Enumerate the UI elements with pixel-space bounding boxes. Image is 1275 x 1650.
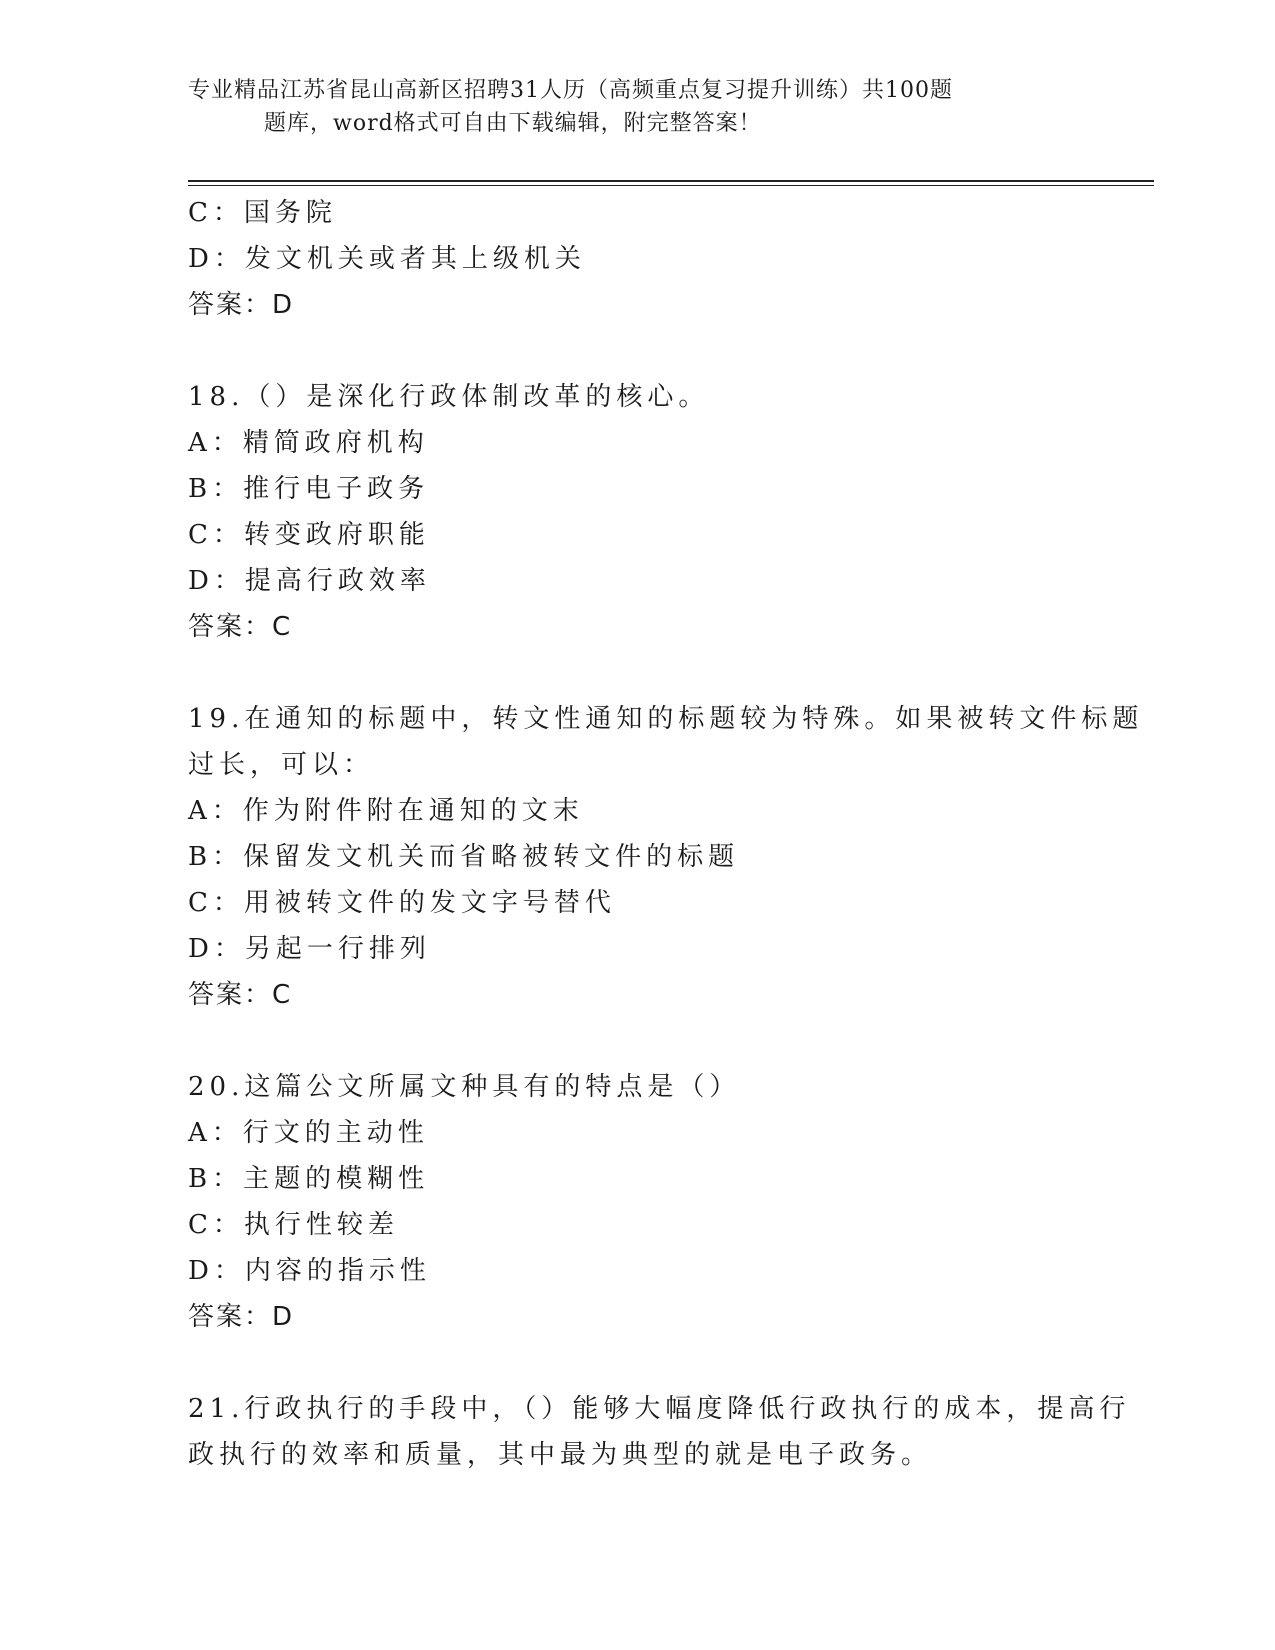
answer-line: 答案：C — [188, 980, 293, 1010]
option-c: C：执行性较差 — [188, 1210, 399, 1240]
question-18 — [188, 374, 1088, 650]
question-19 — [188, 696, 1144, 1018]
question-stem: 20.这篇公文所属文种具有的特点是（） — [188, 1072, 741, 1102]
header-title-line2: 题库，word格式可自由下载编辑，附完整答案！ — [264, 111, 762, 136]
header-divider-thin — [188, 185, 1154, 186]
question-20 — [188, 1064, 1088, 1340]
header-divider-thick — [188, 180, 1154, 182]
option-a: A：行文的主动性 — [188, 1118, 429, 1148]
answer-line: 答案：D — [188, 290, 295, 320]
document-header — [188, 74, 1088, 140]
option-a: A：精简政府机构 — [188, 428, 429, 458]
question-stem-line2: 过长，可以： — [188, 750, 375, 780]
header-title-line1: 专业精品江苏省昆山高新区招聘31人历（高频重点复习提升训练）共100题 — [188, 78, 953, 103]
option-a: A：作为附件附在通知的文末 — [188, 796, 584, 826]
option-d: D：发文机关或者其上级机关 — [188, 244, 586, 274]
question-stem-line2: 政执行的效率和质量，其中最为典型的就是电子政务。 — [188, 1440, 933, 1470]
option-c: C：用被转文件的发文字号替代 — [188, 888, 616, 918]
option-d: D：另起一行排列 — [188, 934, 431, 964]
question-stem-line1: 19.在通知的标题中，转文性通知的标题较为特殊。如果被转文件标题 — [188, 704, 1144, 734]
question-17-tail — [188, 190, 1088, 328]
option-b: B：推行电子政务 — [188, 474, 430, 504]
question-list — [188, 190, 1144, 1478]
answer-line: 答案：C — [188, 612, 293, 642]
option-b: B：主题的模糊性 — [188, 1164, 430, 1194]
question-stem-line1: 21.行政执行的手段中，（）能够大幅度降低行政执行的成本，提高行 — [188, 1394, 1131, 1424]
question-21 — [188, 1386, 1131, 1478]
question-stem: 18.（）是深化行政体制改革的核心。 — [188, 382, 710, 412]
option-b: B：保留发文机关而省略被转文件的标题 — [188, 842, 740, 872]
answer-line: 答案：D — [188, 1302, 295, 1332]
option-c: C：国务院 — [188, 198, 337, 228]
option-d: D：提高行政效率 — [188, 566, 431, 596]
option-c: C：转变政府职能 — [188, 520, 430, 550]
option-d: D：内容的指示性 — [188, 1256, 431, 1286]
